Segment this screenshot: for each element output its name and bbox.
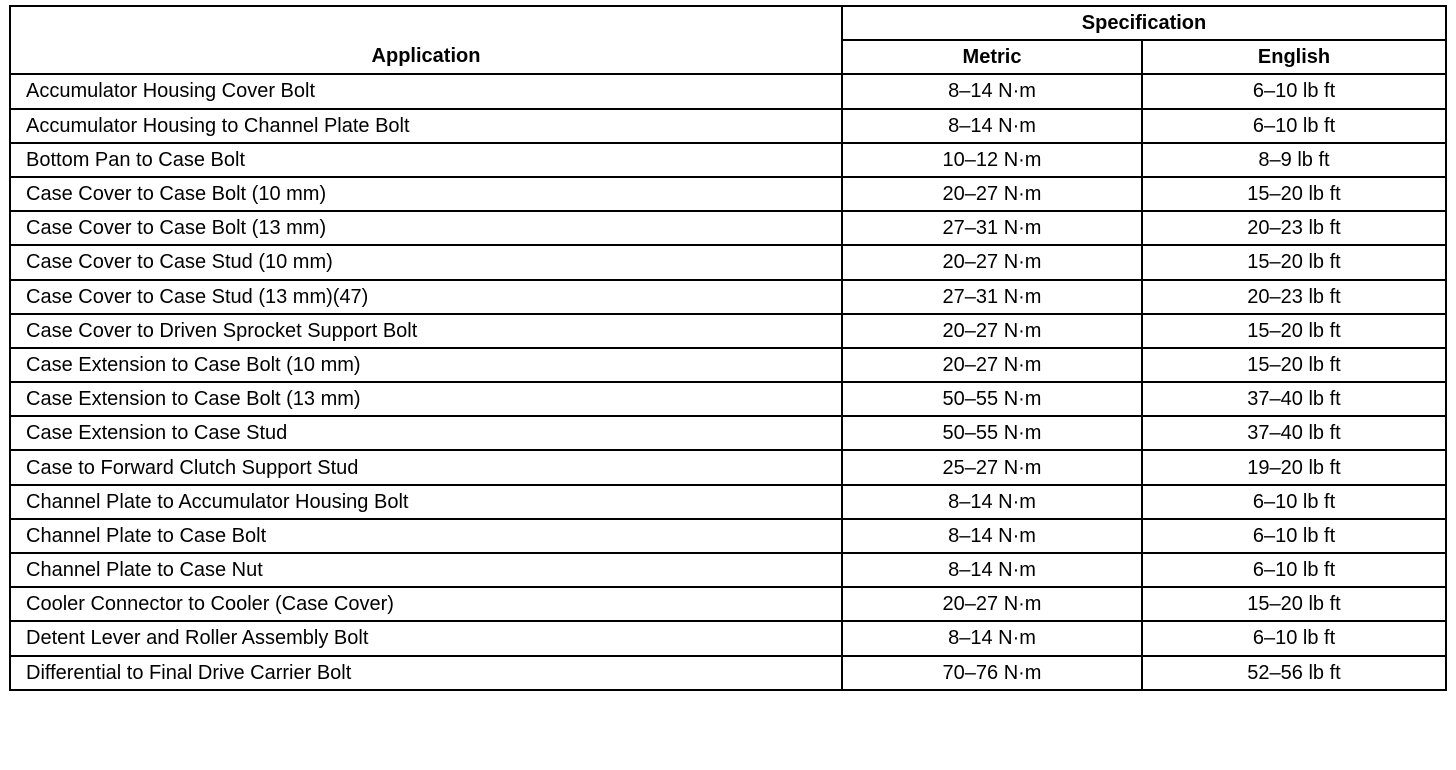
application-cell: Channel Plate to Case Bolt: [10, 519, 842, 553]
table-row: [10, 245, 1446, 279]
metric-value-cell: 20–27 N·m: [842, 348, 1142, 382]
english-value-cell: 6–10 lb ft: [1142, 74, 1446, 108]
english-value-cell: 6–10 lb ft: [1142, 109, 1446, 143]
english-value-cell: 37–40 lb ft: [1142, 416, 1446, 450]
application-cell: Bottom Pan to Case Bolt: [10, 143, 842, 177]
metric-value-cell: 8–14 N·m: [842, 553, 1142, 587]
application-cell: Case to Forward Clutch Support Stud: [10, 450, 842, 484]
application-cell: Channel Plate to Accumulator Housing Bolt: [10, 485, 842, 519]
metric-value-cell: 25–27 N·m: [842, 450, 1142, 484]
table-row: [10, 621, 1446, 655]
application-cell: Case Cover to Driven Sprocket Support Bolt: [10, 314, 842, 348]
table-row: [10, 656, 1446, 690]
application-cell: Case Extension to Case Stud: [10, 416, 842, 450]
table-row: [10, 485, 1446, 519]
english-value-cell: 20–23 lb ft: [1142, 280, 1446, 314]
metric-value-cell: 20–27 N·m: [842, 245, 1142, 279]
english-value-cell: 15–20 lb ft: [1142, 587, 1446, 621]
metric-value-cell: 27–31 N·m: [842, 280, 1142, 314]
application-cell: Case Cover to Case Stud (13 mm)(47): [10, 280, 842, 314]
metric-value-cell: 8–14 N·m: [842, 74, 1142, 108]
english-value-cell: 15–20 lb ft: [1142, 348, 1446, 382]
table-row: [10, 382, 1446, 416]
specification-column-header: Specification: [842, 6, 1446, 40]
metric-value-cell: 27–31 N·m: [842, 211, 1142, 245]
table-row: [10, 519, 1446, 553]
metric-value-cell: 10–12 N·m: [842, 143, 1142, 177]
application-column-header: Application: [10, 6, 842, 74]
english-value-cell: 15–20 lb ft: [1142, 177, 1446, 211]
table-row: [10, 177, 1446, 211]
application-cell: Channel Plate to Case Nut: [10, 553, 842, 587]
table-row: [10, 553, 1446, 587]
application-cell: Detent Lever and Roller Assembly Bolt: [10, 621, 842, 655]
application-cell: Case Cover to Case Bolt (13 mm): [10, 211, 842, 245]
english-value-cell: 20–23 lb ft: [1142, 211, 1446, 245]
english-value-cell: 6–10 lb ft: [1142, 519, 1446, 553]
table-row: [10, 450, 1446, 484]
metric-value-cell: 20–27 N·m: [842, 314, 1142, 348]
table-row: [10, 314, 1446, 348]
english-value-cell: 37–40 lb ft: [1142, 382, 1446, 416]
torque-specification-table: [9, 5, 1447, 691]
metric-value-cell: 50–55 N·m: [842, 416, 1142, 450]
application-cell: Accumulator Housing to Channel Plate Bolt: [10, 109, 842, 143]
english-value-cell: 19–20 lb ft: [1142, 450, 1446, 484]
metric-value-cell: 20–27 N·m: [842, 177, 1142, 211]
application-cell: Case Cover to Case Stud (10 mm): [10, 245, 842, 279]
english-value-cell: 15–20 lb ft: [1142, 314, 1446, 348]
table-row: [10, 416, 1446, 450]
header-row-top: [10, 6, 1446, 40]
application-cell: Case Extension to Case Bolt (10 mm): [10, 348, 842, 382]
metric-value-cell: 8–14 N·m: [842, 519, 1142, 553]
metric-value-cell: 8–14 N·m: [842, 109, 1142, 143]
english-value-cell: 52–56 lb ft: [1142, 656, 1446, 690]
table-body: [10, 74, 1446, 689]
english-value-cell: 6–10 lb ft: [1142, 621, 1446, 655]
table-row: [10, 587, 1446, 621]
english-column-header: English: [1142, 40, 1446, 74]
table-row: [10, 109, 1446, 143]
metric-value-cell: 70–76 N·m: [842, 656, 1142, 690]
english-value-cell: 15–20 lb ft: [1142, 245, 1446, 279]
metric-value-cell: 8–14 N·m: [842, 621, 1142, 655]
table-row: [10, 280, 1446, 314]
table-row: [10, 211, 1446, 245]
english-value-cell: 6–10 lb ft: [1142, 553, 1446, 587]
application-cell: Case Cover to Case Bolt (10 mm): [10, 177, 842, 211]
metric-value-cell: 50–55 N·m: [842, 382, 1142, 416]
application-cell: Case Extension to Case Bolt (13 mm): [10, 382, 842, 416]
application-cell: Accumulator Housing Cover Bolt: [10, 74, 842, 108]
metric-value-cell: 8–14 N·m: [842, 485, 1142, 519]
english-value-cell: 8–9 lb ft: [1142, 143, 1446, 177]
table-row: [10, 74, 1446, 108]
table-row: [10, 348, 1446, 382]
table-row: [10, 143, 1446, 177]
application-cell: Cooler Connector to Cooler (Case Cover): [10, 587, 842, 621]
metric-value-cell: 20–27 N·m: [842, 587, 1142, 621]
application-cell: Differential to Final Drive Carrier Bolt: [10, 656, 842, 690]
metric-column-header: Metric: [842, 40, 1142, 74]
english-value-cell: 6–10 lb ft: [1142, 485, 1446, 519]
